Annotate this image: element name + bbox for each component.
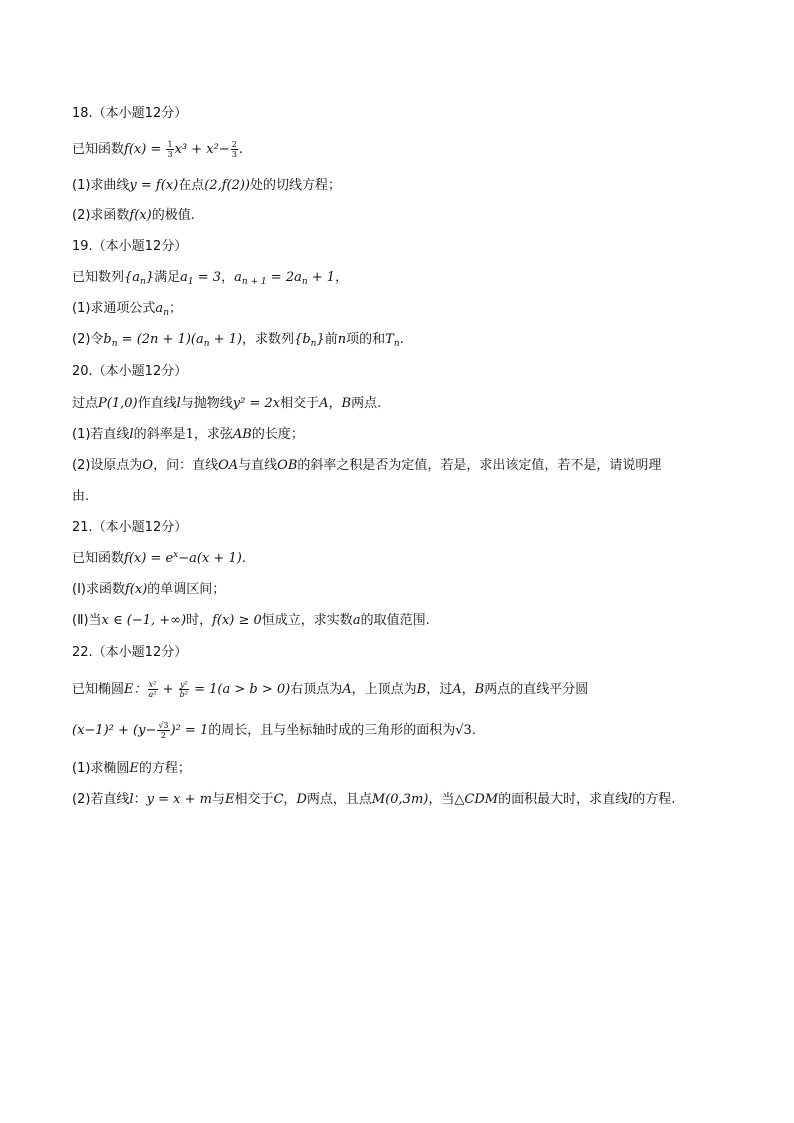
problem-21-header: 21.（本小题12分） [72, 520, 188, 535]
problem-18-stem: 已知函数f(x) = $\frac{1}{3}$ x³ + x²− $\frac{2}{3}$ . [72, 140, 243, 159]
problem-20-part-2: (2)设原点为O，问：直线OA与直线OB的斜率之积是否为定值，若是，求出该定值，若不是，请说明理 [72, 458, 662, 473]
fraction: $\frac{\text{y²}}{\text{b²}}$ [179, 680, 188, 699]
problem-19-part-2: (2)令$b_n = (2n + 1)(a_n + 1)$，求数列$\{b_n\}$前n项的和$T_n$. [72, 332, 404, 349]
problem-18-part-2: (2)求函数f(x)的极值. [72, 208, 195, 223]
problem-20-header: 20.（本小题12分） [72, 364, 188, 379]
fraction: $\frac{2}{3}$ [231, 140, 237, 159]
problem-20-stem: 过点P(1,0)作直线l与抛物线y² = 2x相交于A，B两点. [72, 396, 382, 411]
problem-20-part-1: (1)若直线l的斜率是1，求弦AB的长度； [72, 427, 304, 442]
fraction: $\frac{\text{x²}}{\text{a²}}$ [148, 680, 157, 699]
problem-21-part-1: (Ⅰ)求函数f(x)的单调区间； [72, 582, 226, 597]
problem-21-stem: 已知函数$f(x) = e^x-a(x + 1)$. [72, 550, 246, 566]
problem-22-part-2: (2)若直线l：y = x + m与E相交于C，D两点，且点M(0,3m)，当△CDM的面积最大时，求直线l的方程. [72, 792, 676, 807]
problem-22-stem-cont: (x−1)² + (y− $\frac{√3}{2}$ )² = 1的周长，且与坐标轴时成的三角形的面积为√3. [72, 721, 476, 740]
problem-22-part-1: (1)求椭圆E的方程； [72, 761, 191, 776]
problem-22-stem: 已知椭圆E： $\frac{\text{x²}}{\text{a²}}$ + $\frac{\text{y²}}{\text{b²}}$ = 1(a > b > 0)右顶点为A，上顶点为B，过A，B两点的直线平分圆 [72, 680, 589, 699]
fraction: $\frac{√3}{2}$ [158, 721, 169, 740]
problem-22-header: 22.（本小题12分） [72, 645, 188, 660]
problem-21-part-2: (Ⅱ)当x ∈ (−1, +∞)时，f(x) ≥ 0恒成立，求实数a的取值范围. [72, 613, 430, 628]
problem-19-header: 19.（本小题12分） [72, 239, 188, 254]
problem-19-stem: 已知数列$\{a_n\}$满足$a_1 = 3$，$a_{n + 1} = 2a_n + 1$， [72, 270, 349, 287]
problem-20-part-2-cont: 由. [72, 489, 90, 504]
problem-18-part-1: (1)求曲线y = f(x)在点(2,f(2))处的切线方程； [72, 178, 342, 193]
problem-18-header: 18.（本小题12分） [72, 106, 188, 121]
problem-19-part-1: (1)求通项公式$a_n$； [72, 301, 182, 318]
fraction: $\frac{1}{3}$ [167, 140, 173, 159]
